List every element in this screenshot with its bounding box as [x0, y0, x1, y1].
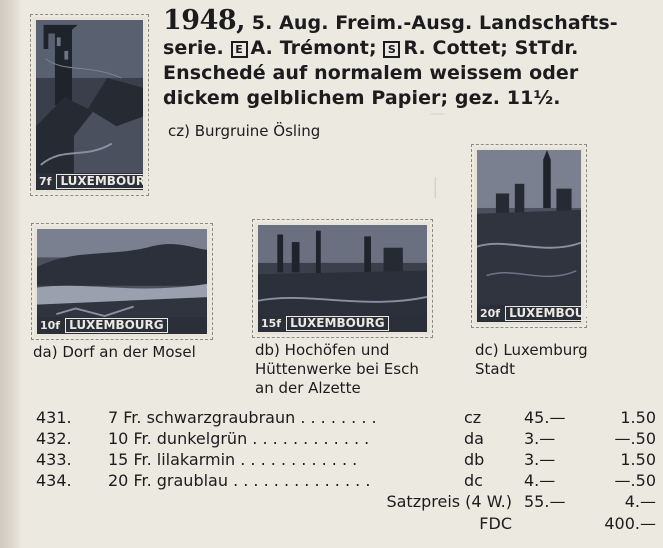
stamp-dc: [474, 147, 604, 325]
stamp-value: 10f: [40, 319, 61, 332]
fdc-row: [36, 513, 656, 535]
bleed-through-text: —: [430, 104, 445, 122]
table-row: [36, 470, 656, 491]
stamp-da: [34, 226, 210, 337]
stamp-value: 7f: [39, 175, 52, 188]
set-price-used: 4.—: [624, 492, 656, 511]
set-price-mint: 55.—: [524, 492, 566, 511]
design-code: da: [464, 429, 484, 448]
caption-dc-line: Stadt: [475, 360, 515, 378]
price-mint: 3.—: [524, 450, 556, 469]
bleed-through-text: │: [430, 178, 441, 199]
design-code: db: [464, 450, 485, 469]
caption-da-line: da) Dorf an der Mosel: [33, 343, 196, 361]
caption-db-line: an der Alzette: [255, 379, 361, 397]
series-label: serie.: [163, 37, 224, 59]
engraver-symbol-icon: E: [231, 41, 248, 58]
header-line-4: dickem gelblichem Papier; gez. 11½.: [163, 87, 561, 109]
stamp-country: LUXEMBOURG: [56, 174, 159, 189]
catalog-number: 432.: [36, 429, 72, 448]
caption-db-line: db) Hochöfen und: [255, 341, 390, 359]
header-line-3: Enschedé auf normalem weissem oder: [163, 62, 579, 84]
designer-name: R. Cottet; StTdr.: [403, 37, 579, 59]
price-used: —.50: [614, 429, 656, 448]
engraver-name: A. Trémont;: [250, 37, 377, 59]
designer-symbol-icon: S: [383, 41, 400, 58]
stamp-description: 10 Fr. dunkelgrün . . . . . . . . . . . .: [108, 429, 370, 448]
stamp-dc-engraving: [477, 150, 581, 322]
price-mint: 4.—: [524, 471, 556, 490]
price-mint: 3.—: [524, 429, 556, 448]
stamp-dc-band: [477, 305, 604, 322]
catalog-number: 433.: [36, 450, 72, 469]
page-edge-shadow: [0, 0, 22, 548]
design-code: dc: [464, 471, 483, 490]
header-line-1: [163, 5, 661, 36]
stamp-cz: [33, 17, 155, 193]
fdc-label: FDC: [479, 514, 512, 533]
issue-year: 1948,: [163, 5, 246, 36]
issue-title: 5. Aug. Freim.-Ausg. Landschafts-: [251, 12, 618, 34]
issue-header: [163, 5, 661, 111]
fdc-price: 400.—: [604, 514, 656, 533]
stamp-description: 7 Fr. schwarzgraubraun . . . . . . . .: [108, 408, 377, 427]
caption-dc: [475, 341, 588, 379]
header-line-2: [163, 36, 661, 61]
stamp-cz-engraving: [36, 20, 143, 190]
stamp-description: 15 Fr. lilakarmin . . . . . . . . . . . .: [108, 450, 358, 469]
price-list: [36, 407, 656, 535]
price-used: 1.50: [620, 408, 656, 427]
design-code: cz: [464, 408, 482, 427]
catalog-number: 431.: [36, 408, 72, 427]
caption-da: [33, 343, 196, 362]
caption-cz: cz) Burgruine Ösling: [168, 122, 321, 140]
price-used: 1.50: [620, 450, 656, 469]
stamp-cz-band: [36, 173, 155, 190]
table-row: [36, 428, 656, 449]
set-price-label: Satzpreis (4 W.): [386, 492, 512, 511]
price-mint: 45.—: [524, 408, 566, 427]
stamp-value: 20f: [480, 307, 501, 320]
table-row: [36, 407, 656, 428]
stamp-value: 15f: [261, 317, 282, 330]
catalog-number: 434.: [36, 471, 72, 490]
stamp-country: LUXEMBOURG: [286, 316, 389, 331]
stamp-db: [255, 222, 430, 335]
caption-db: [255, 341, 419, 398]
stamp-country: LUXEMBOURG: [65, 318, 168, 333]
stamp-da-band: [37, 317, 207, 334]
set-price-row: [36, 491, 656, 513]
caption-db-line: Hüttenwerke bei Esch: [255, 360, 419, 378]
stamp-country: LUXEMBOURG: [505, 306, 608, 321]
table-row: [36, 449, 656, 470]
price-used: —.50: [614, 471, 656, 490]
stamp-description: 20 Fr. graublau . . . . . . . . . . . . . .: [108, 471, 371, 490]
stamp-db-band: [258, 315, 427, 332]
caption-dc-line: dc) Luxemburg: [475, 341, 588, 359]
